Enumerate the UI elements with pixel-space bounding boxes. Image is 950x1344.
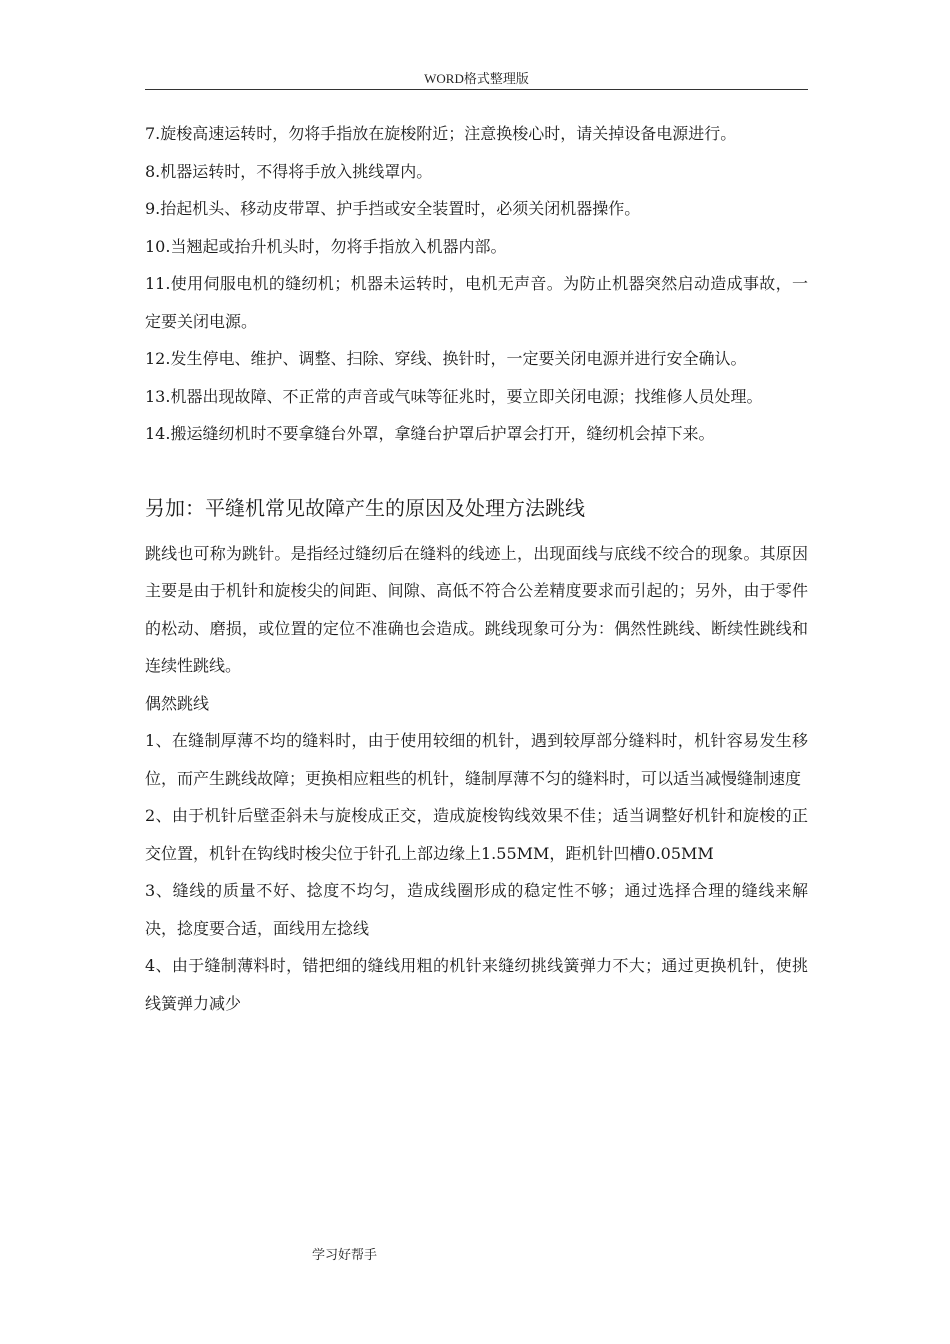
subheading-occasional-skip: 偶然跳线 [145,693,210,713]
document-body [145,115,808,1022]
cause-item-2: 2、由于机针后壁歪斜未与旋梭成正交，造成旋梭钩线效果不佳；适当调整好机针和旋梭的正交位置，机针在钩线时梭尖位于针孔上部边缘上1.55MM，距机针凹槽0.05MM [145,806,808,863]
safety-item-9: 9.抬起机头、移动皮带罩、护手挡或安全装置时，必须关闭机器操作。 [145,199,641,218]
cause-item-1: 1、在缝制厚薄不均的缝料时，由于使用较细的机针，遇到较厚部分缝料时，机针容易发生移位，而产生跳线故障；更换相应粗些的机针，缝制厚薄不匀的缝料时，可以适当减慢缝制速度 [145,731,808,788]
section-heading: 另加：平缝机常见故障产生的原因及处理方法跳线 [145,495,585,520]
safety-item-11: 11.使用伺服电机的缝纫机；机器未运转时，电机无声音。为防止机器突然启动造成事故，一定要关闭电源。 [145,274,808,331]
intro-paragraph: 跳线也可称为跳针。是指经过缝纫后在缝料的线迹上，出现面线与底线不绞合的现象。其原因主要是由于机针和旋梭尖的间距、间隙、高低不符合公差精度要求而引起的；另外，由于零件的松动、磨损，或位置的定位不准确也会造成。跳线现象可分为：偶然性跳线、断续性跳线和连续性跳线。 [145,543,808,675]
safety-item-7: 7.旋梭高速运转时，勿将手指放在旋梭附近；注意换梭心时，请关掉设备电源进行。 [145,124,737,143]
cause-item-3: 3、缝线的质量不好、捻度不均匀，造成线圈形成的稳定性不够；通过选择合理的缝线来解决，捻度要合适，面线用左捻线 [145,881,808,938]
safety-item-14: 14.搬运缝纫机时不要拿缝台外罩，拿缝台护罩后护罩会打开，缝纫机会掉下来。 [145,424,715,443]
page-footer: 学习好帮手 [312,1248,378,1263]
safety-item-13: 13.机器出现故障、不正常的声音或气味等征兆时，要立即关闭电源；找维修人员处理。 [145,386,763,406]
header-divider [145,89,808,90]
safety-item-12: 12.发生停电、维护、调整、扫除、穿线、换针时，一定要关闭电源并进行安全确认。 [145,349,747,368]
safety-item-10: 10.当翘起或抬升机头时，勿将手指放入机器内部。 [145,236,507,256]
section-gap [145,453,808,493]
cause-item-4: 4、由于缝制薄料时，错把细的缝线用粗的机针来缝纫挑线簧弹力不大；通过更换机针，使挑线簧弹力减少 [145,956,808,1013]
safety-item-8: 8.机器运转时，不得将手放入挑线罩内。 [145,161,433,181]
page-header: WORD格式整理版 [424,71,529,86]
